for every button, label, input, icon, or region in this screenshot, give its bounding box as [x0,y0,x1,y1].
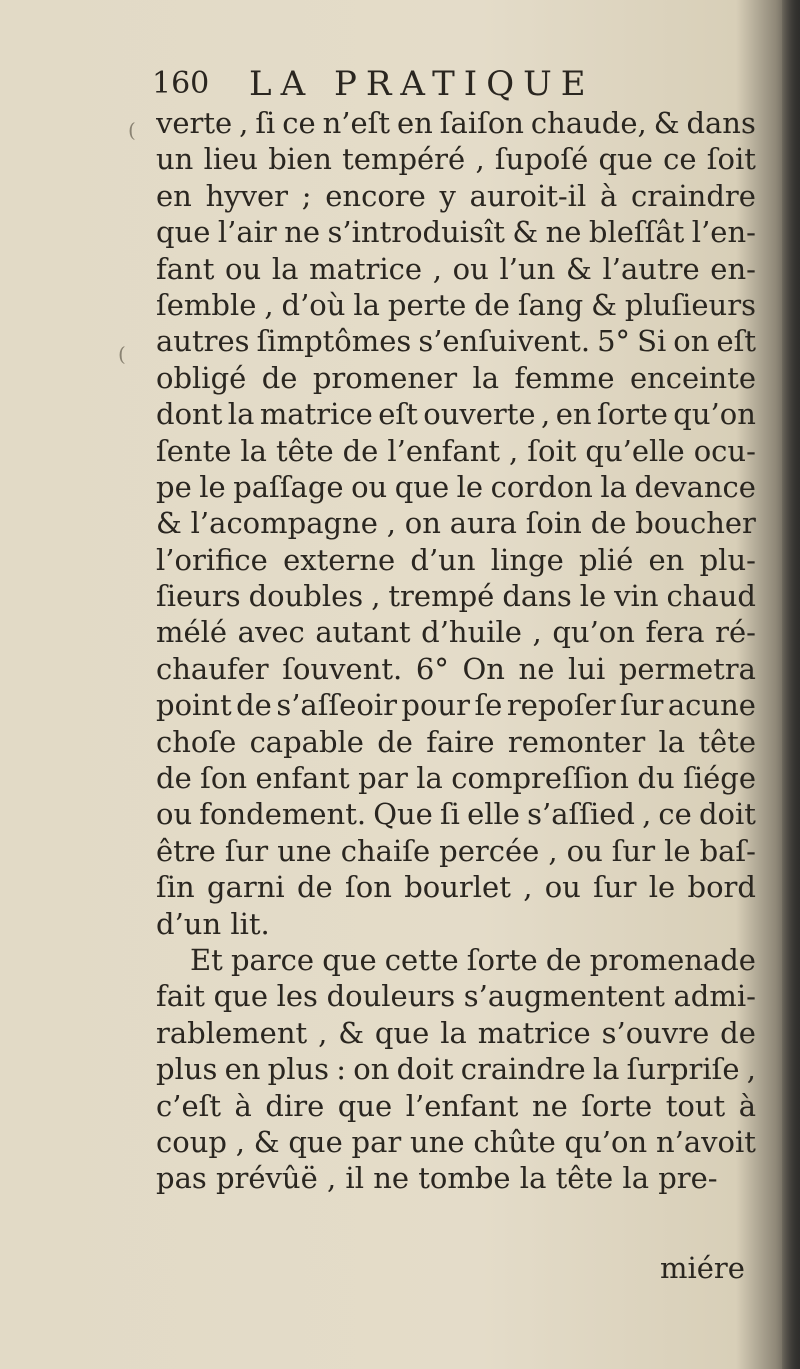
book-spine-shadow [782,0,800,1369]
text-line: pas prévûë , il ne tombe la tête la pre- [156,1161,718,1196]
text-line: ou fondement. Que ſi elle s’aſſied , ce doit [156,797,756,832]
body-text [156,105,756,1197]
text-line: en hyver ; encore y auroit-il à craindre [156,178,756,213]
text-line: de ſon enfant par la compreſſion du ſiége [156,761,756,796]
text-line: ſente la tête de l’enfant , ſoit qu’elle ocu- [156,433,756,468]
text-line: dont la matrice eſt ouverte , en ſorte qu’on [156,397,756,432]
text-line: un lieu bien tempéré , ſupoſé que ce ſoit [156,142,756,177]
text-line: ſieurs doubles , trempé dans le vin chaud [156,579,756,614]
text-line: être ſur une chaiſe percée , ou ſur le baſ- [156,833,756,868]
text-line: chaufer ſouvent. 6° On ne lui permetra [156,651,756,686]
running-title: LA PRATIQUE [249,64,595,104]
text-line: rablement , & que la matrice s’ouvre de [156,1015,756,1050]
catchword: miére [660,1251,745,1285]
text-line: choſe capable de faire remonter la tête [156,724,756,759]
text-line: c’eſt à dire que l’enfant ne ſorte tout à [156,1088,756,1123]
text-line: mélé avec autant d’huile , qu’on fera ré- [156,615,756,650]
text-line: que l’air ne s’introduisît & ne bleſſât l’en- [156,215,756,250]
margin-mark: ( [118,342,126,366]
text-line: point de s’aſſeoir pour ſe repoſer ſur acune [156,688,756,723]
text-line: ſemble , d’où la perte de ſang & pluſieurs [156,287,756,322]
text-line: d’un lit. [156,906,270,941]
text-line: l’orifice externe d’un linge plié en plu- [156,542,756,577]
page-number: 160 [152,66,210,101]
text-line: & l’acompagne , on aura ſoin de boucher [156,506,756,541]
text-line: plus en plus : on doit craindre la ſurpriſe , [156,1052,756,1087]
text-line: verte , ſi ce n’eſt en ſaiſon chaude, & dans [156,106,756,140]
text-line: ſin garni de ſon bourlet , ou ſur le bord [156,870,756,905]
text-line: autres ſimptômes s’enſuivent. 5° Si on eſt [156,324,756,359]
text-line: fant ou la matrice , ou l’un & l’autre en- [156,251,756,286]
margin-mark: ( [128,118,136,142]
text-line: obligé de promener la femme enceinte [156,360,756,395]
text-line: coup , & que par une chûte qu’on n’avoit [156,1124,756,1159]
page-header [152,62,712,106]
text-line: pe le paſſage ou que le cordon la devance [156,469,756,504]
text-line: Et parce que cette ſorte de promenade [190,942,756,977]
text-line: fait que les douleurs s’augmentent admi- [156,979,756,1014]
